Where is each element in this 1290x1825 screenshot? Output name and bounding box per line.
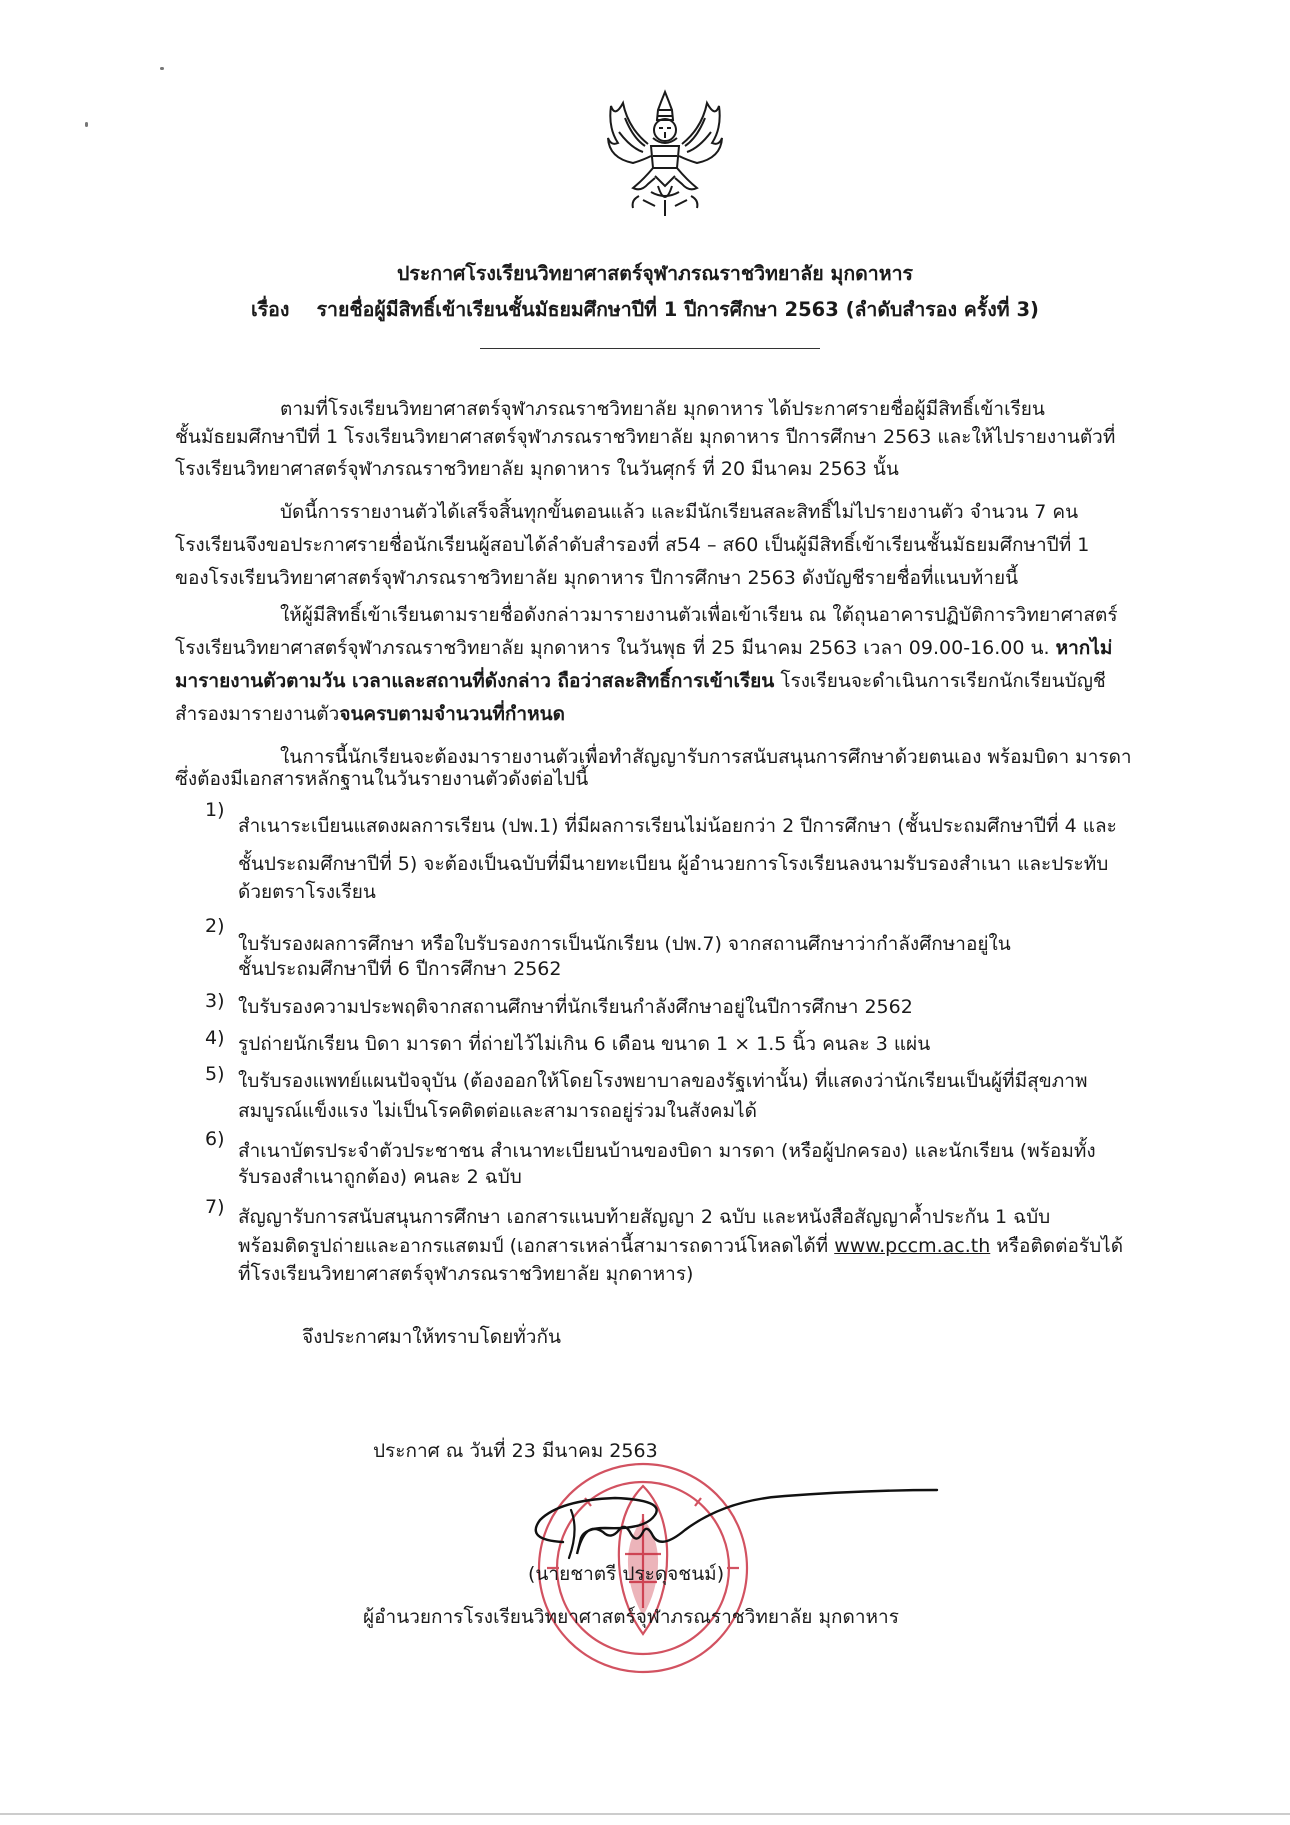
paragraph-2-line-1: บัดนี้การรายงานตัวได้เสร็จสิ้นทุกขั้นตอนแล้ว และมีนักเรียนสละสิทธิ์ไม่ไปรายงานตัว จำนวน 7 คน: [280, 501, 1079, 523]
list-item-number: 1): [205, 799, 225, 821]
paragraph-3-line-4-text: สำรองมารายงานตัว: [175, 703, 340, 725]
list-item-6-line-1: สำเนาบัตรประจำตัวประชาชน สำเนาทะเบียนบ้านของบิดา มารดา (หรือผู้ปกครอง) และนักเรียน (พร้อมทั้ง: [238, 1140, 1096, 1162]
paragraph-1-line-2: ชั้นมัธยมศึกษาปีที่ 1 โรงเรียนวิทยาศาสตร์จุฬาภรณราชวิทยาลัย มุกดาหาร ปีการศึกษา 2563 และให้ไปรายงานตัวที่: [175, 426, 1116, 448]
list-item-7-line-2-tail: หรือติดต่อรับได้: [990, 1235, 1124, 1257]
download-link[interactable]: www.pccm.ac.th: [834, 1235, 991, 1257]
closing-statement: จึงประกาศมาให้ทราบโดยทั่วกัน: [302, 1326, 561, 1348]
signer-name: (นายชาตรี ประดุจชนม์): [528, 1563, 725, 1585]
list-item-2-line-2: ชั้นประถมศึกษาปีที่ 6 ปีการศึกษา 2562: [238, 958, 562, 980]
list-item-4-line-1: รูปถ่ายนักเรียน บิดา มารดา ที่ถ่ายไว้ไม่เกิน 6 เดือน ขนาด 1 × 1.5 นิ้ว คนละ 3 แผ่น: [238, 1033, 931, 1055]
paragraph-1-line-1: ตามที่โรงเรียนวิทยาศาสตร์จุฬาภรณราชวิทยาลัย มุกดาหาร ได้ประกาศรายชื่อผู้มีสิทธิ์เข้าเรียน: [280, 398, 1045, 420]
list-item-2-line-1: ใบรับรองผลการศึกษา หรือใบรับรองการเป็นนักเรียน (ปพ.7) จากสถานศึกษาว่ากำลังศึกษาอยู่ใน: [238, 933, 1011, 955]
scan-speck: [85, 122, 88, 127]
scan-edge: [0, 1813, 1290, 1815]
paragraph-3-line-2: [175, 634, 1112, 662]
list-item-number: 3): [205, 990, 225, 1012]
paragraph-3-line-1: ให้ผู้มีสิทธิ์เข้าเรียนตามรายชื่อดังกล่าวมารายงานตัวเพื่อเข้าเรียน ณ ใต้ถุนอาคารปฏิบัติการวิทยาศาสตร์: [280, 604, 1118, 626]
list-item-number: 6): [205, 1128, 225, 1150]
scan-speck: [160, 67, 164, 70]
subject-text: รายชื่อผู้มีสิทธิ์เข้าเรียนชั้นมัธยมศึกษาปีที่ 1 ปีการศึกษา 2563 (ลำดับสำรอง ครั้งที่ 3): [316, 298, 1039, 321]
paragraph-1-line-3: โรงเรียนวิทยาศาสตร์จุฬาภรณราชวิทยาลัย มุกดาหาร ในวันศุกร์ ที่ 20 มีนาคม 2563 นั้น: [175, 458, 899, 480]
garuda-emblem-icon: [603, 88, 728, 220]
list-item-number: 4): [205, 1027, 225, 1049]
announcement-title: ประกาศโรงเรียนวิทยาศาสตร์จุฬาภรณราชวิทยาลัย มุกดาหาร: [396, 262, 914, 285]
paragraph-3-warning: มารายงานตัวตามวัน เวลาและสถานที่ดังกล่าว ถือว่าสละสิทธิ์การเข้าเรียน: [175, 670, 775, 692]
announcement-subject: [0, 294, 1290, 325]
list-item-7-line-2: [238, 1232, 1123, 1260]
list-item-3-line-1: ใบรับรองความประพฤติจากสถานศึกษาที่นักเรียนกำลังศึกษาอยู่ในปีการศึกษา 2562: [238, 996, 913, 1018]
list-item-1-line-1: สำเนาระเบียนแสดงผลการเรียน (ปพ.1) ที่มีผลการเรียนไม่น้อยกว่า 2 ปีการศึกษา (ชั้นประถมศึกษาปีที่ 4 และ: [238, 815, 1117, 837]
paragraph-3-line-3-text: โรงเรียนจะดำเนินการเรียกนักเรียนบัญชี: [774, 670, 1106, 692]
paragraph-3-line-4: [175, 700, 565, 728]
paragraph-2-line-3: ของโรงเรียนวิทยาศาสตร์จุฬาภรณราชวิทยาลัย มุกดาหาร ปีการศึกษา 2563 ดังบัญชีรายชื่อที่แนบท้ายนี้: [175, 567, 1019, 589]
paragraph-2-line-2: โรงเรียนจึงขอประกาศรายชื่อนักเรียนผู้สอบได้ลำดับสำรองที่ ส54 – ส60 เป็นผู้มีสิทธิ์เข้าเรียนชั้นมัธยมศึกษาปีที่ 1: [175, 534, 1090, 556]
paragraph-4-line-1: ในการนี้นักเรียนจะต้องมารายงานตัวเพื่อทำสัญญารับการสนับสนุนการศึกษาด้วยตนเอง พร้อมบิดา มารดา: [280, 746, 1132, 768]
list-item-5-line-1: ใบรับรองแพทย์แผนปัจจุบัน (ต้องออกให้โดยโรงพยาบาลของรัฐเท่านั้น) ที่แสดงว่านักเรียนเป็นผู้ที่มีสุขภาพ: [238, 1070, 1088, 1092]
list-item-number: 5): [205, 1063, 225, 1085]
list-item-5-line-2: สมบูรณ์แข็งแรง ไม่เป็นโรคติดต่อและสามารถอยู่ร่วมในสังคมได้: [238, 1100, 757, 1122]
list-item-7-line-3: ที่โรงเรียนวิทยาศาสตร์จุฬาภรณราชวิทยาลัย มุกดาหาร): [238, 1263, 694, 1285]
paragraph-3-line-2-text: โรงเรียนวิทยาศาสตร์จุฬาภรณราชวิทยาลัย มุกดาหาร ในวันพุธ ที่ 25 มีนาคม 2563 เวลา 09.00-16.00 น.: [175, 637, 1056, 659]
list-item-7-line-2-text: พร้อมติดรูปถ่ายและอากรแสตมป์ (เอกสารเหล่านี้สามารถดาวน์โหลดได้ที่: [238, 1235, 835, 1257]
list-item-1-line-3: ด้วยตราโรงเรียน: [238, 881, 376, 903]
paragraph-3-line-3: [175, 667, 1106, 695]
list-item-number: 7): [205, 1196, 225, 1218]
paragraph-3-emphasis: จนครบตามจำนวนที่กำหนด: [339, 703, 565, 725]
subject-label: เรื่อง: [251, 298, 290, 321]
signer-position: ผู้อำนวยการโรงเรียนวิทยาศาสตร์จุฬาภรณราชวิทยาลัย มุกดาหาร: [363, 1606, 899, 1628]
list-item-1-line-2: ชั้นประถมศึกษาปีที่ 5) จะต้องเป็นฉบับที่มีนายทะเบียน ผู้อำนวยการโรงเรียนลงนามรับรองสำเนา และประทับ: [238, 853, 1109, 875]
list-item-number: 2): [205, 915, 225, 937]
list-item-6-line-2: รับรองสำเนาถูกต้อง) คนละ 2 ฉบับ: [238, 1166, 522, 1188]
list-item-7-line-1: สัญญารับการสนับสนุนการศึกษา เอกสารแนบท้ายสัญญา 2 ฉบับ และหนังสือสัญญาค้ำประกัน 1 ฉบับ: [238, 1206, 1051, 1228]
header-divider: [480, 348, 820, 349]
paragraph-3-warning-start: หากไม่: [1055, 637, 1113, 659]
paragraph-4-line-2: ซึ่งต้องมีเอกสารหลักฐานในวันรายงานตัวดังต่อไปนี้: [175, 768, 589, 790]
announcement-date: ประกาศ ณ วันที่ 23 มีนาคม 2563: [373, 1440, 658, 1462]
